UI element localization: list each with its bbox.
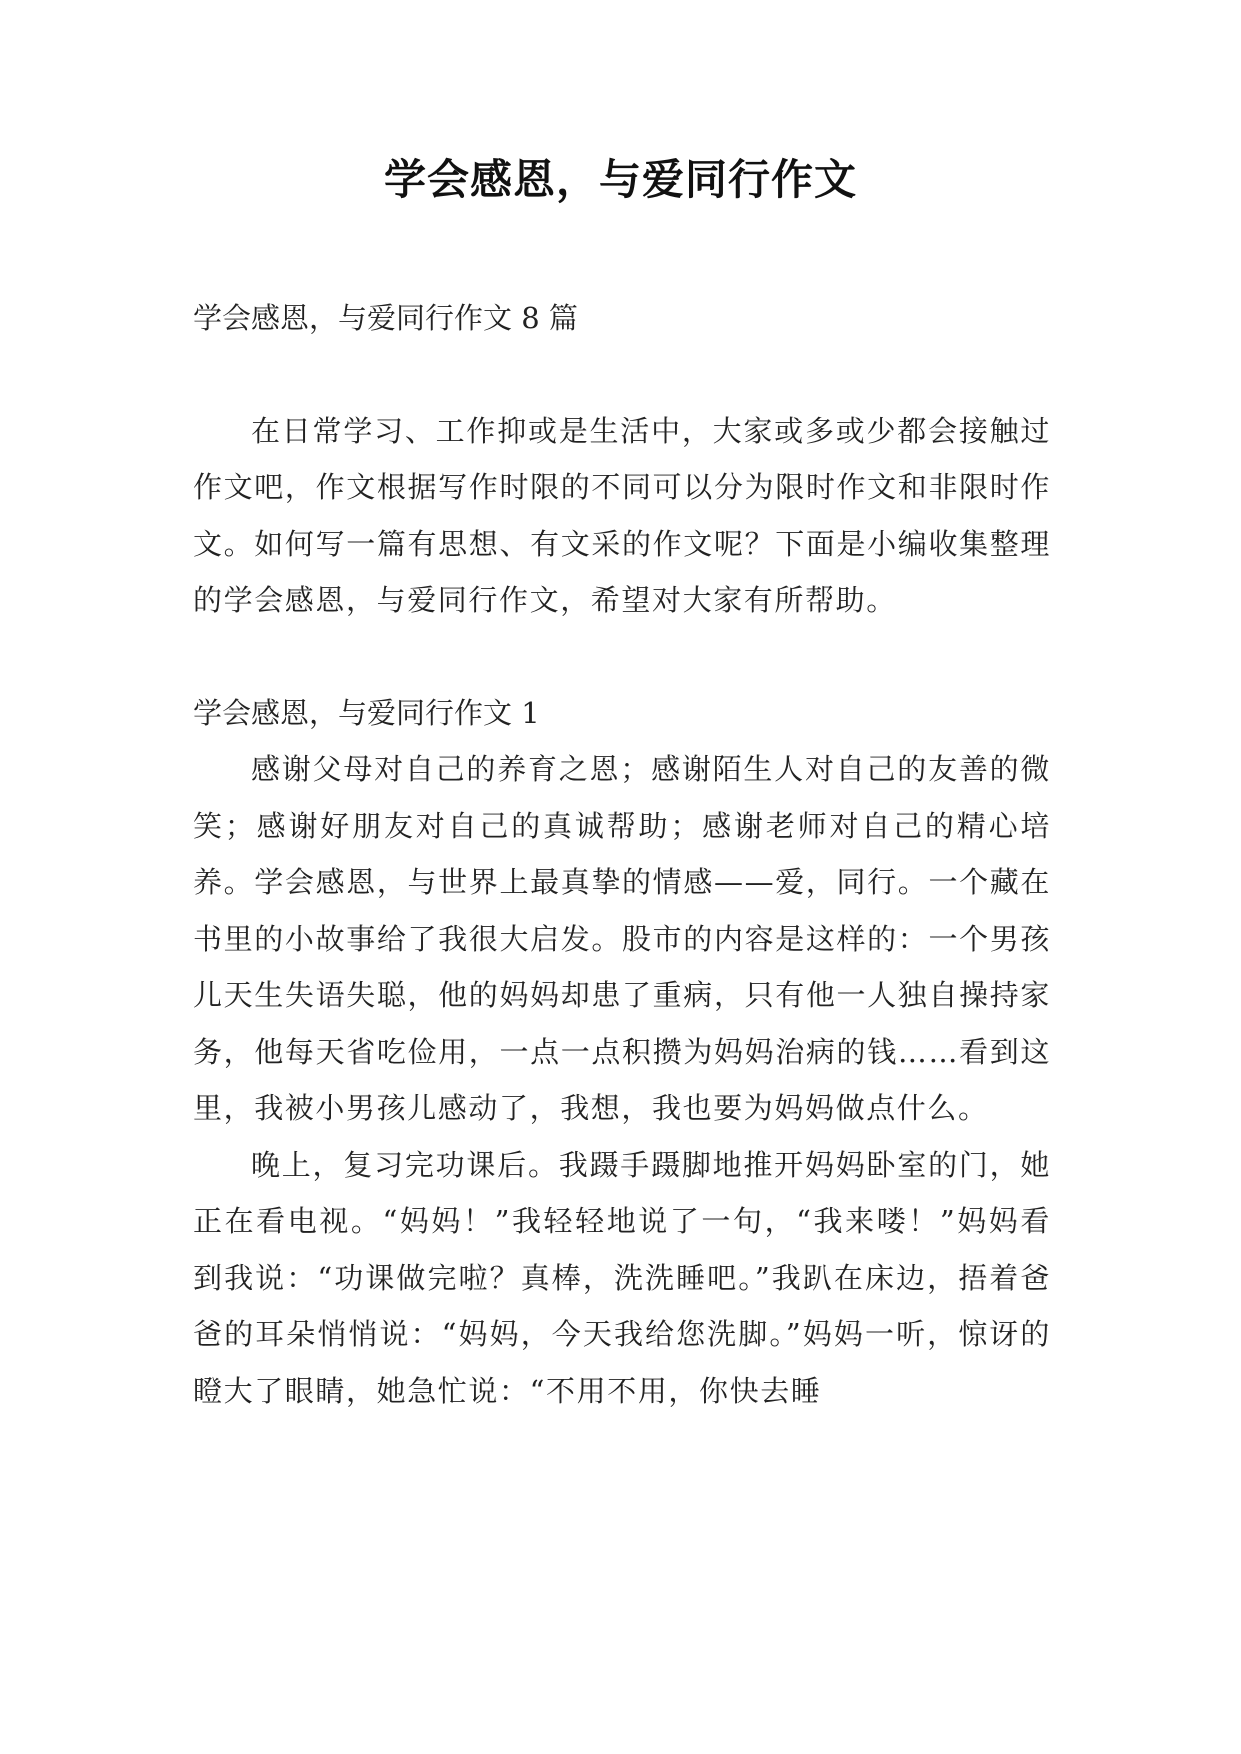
- intro-paragraph: 在日常学习、工作抑或是生活中，大家或多或少都会接触过作文吧，作文根据写作时限的不同可以分为限时作文和非限时作文。如何写一篇有思想、有文采的作文呢？下面是小编收集整理的学会感恩，与爱同行作文，希望对大家有所帮助。: [193, 413, 1051, 617]
- section-paragraph: 晚上，复习完功课后。我蹑手蹑脚地推开妈妈卧室的门，她正在看电视。“妈妈！”我轻轻地说了一句，“我来喽！”妈妈看到我说：“功课做完啦？真棒，洗洗睡吧。”我趴在床边，捂着爸爸的耳朵悄悄说：“妈妈，今天我给您洗脚。”妈妈一听，惊讶的瞪大了眼睛，她急忙说：“不用不用，你快去睡: [193, 1147, 1051, 1408]
- document-title: 学会感恩，与爱同行作文: [383, 155, 857, 204]
- document-body: [193, 290, 1051, 1419]
- essay-section-1: [193, 685, 1051, 1420]
- document-subtitle: 学会感恩，与爱同行作文 8 篇: [193, 301, 578, 335]
- section-heading: 学会感恩，与爱同行作文 1: [193, 695, 540, 730]
- section-paragraph: 感谢父母对自己的养育之恩；感谢陌生人对自己的友善的微笑；感谢好朋友对自己的真诚帮助；感谢老师对自己的精心培养。学会感恩，与世界上最真挚的情感——爱，同行。一个藏在书里的小故事给了我很大启发。股市的内容是这样的：一个男孩儿天生失语失聪，他的妈妈却患了重病，只有他一人独自操持家务，他每天省吃俭用，一点一点积攒为妈妈治病的钱……看到这里，我被小男孩儿感动了，我想，我也要为妈妈做点什么。: [193, 752, 1051, 1125]
